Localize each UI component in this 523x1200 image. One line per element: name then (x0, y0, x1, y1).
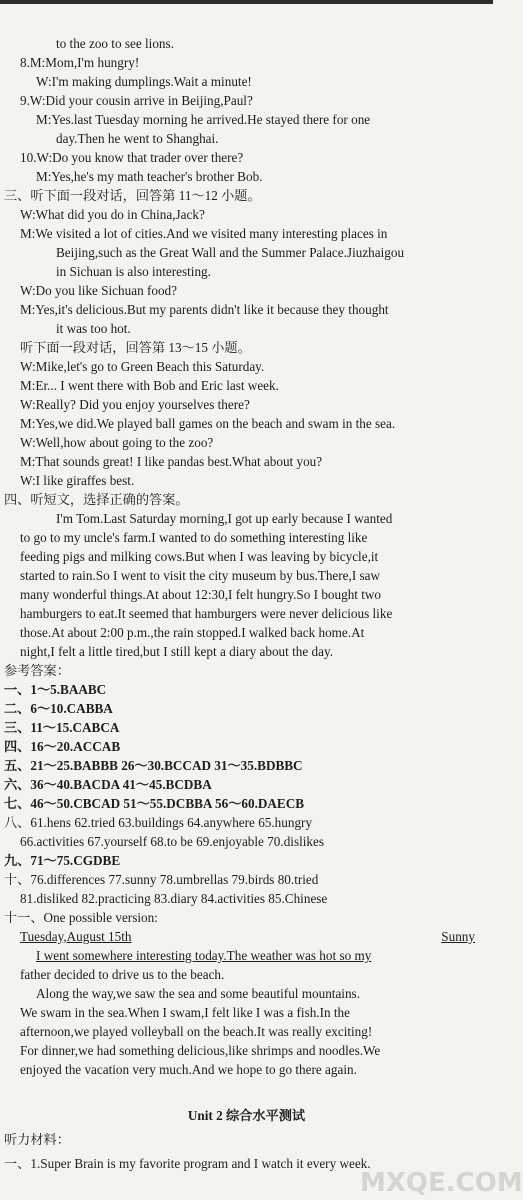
text-line: W:Do you like Sichuan food? (20, 283, 177, 298)
unit-title: Unit 2 综合水平测试 (187, 1108, 306, 1123)
section-heading: 听力材料： (4, 1132, 70, 1147)
answer-line: 四、16～20.ACCAB (4, 739, 121, 754)
text-line: W:Well,how about going to the zoo? (20, 435, 214, 450)
text-line: 9.W:Did your cousin arrive in Beijing,Paul? (20, 93, 253, 108)
text-line: to go to my uncle's farm.I wanted to do something interesting like (20, 530, 368, 545)
diary-weather: Sunny (441, 929, 475, 944)
text-line: M:Er... I went there with Bob and Eric last week. (20, 378, 279, 393)
text-line: M:We visited a lot of cities.And we visited many interesting places in (20, 226, 388, 241)
answer-line: 三、11～15.CABCA (4, 720, 120, 735)
text-line: M:Yes,we did.We played ball games on the beach and swam in the sea. (20, 416, 396, 431)
answer-line: 五、21～25.BABBB 26～30.BCCAD 31～35.BDBBC (4, 758, 303, 773)
text-line: hamburgers to eat.It seemed that hamburgers were never delicious like (20, 606, 393, 621)
text-line: M:Yes,he's my math teacher's brother Bob. (36, 169, 263, 184)
diary-date: Tuesday,August 15th (20, 929, 132, 944)
essay-line: father decided to drive us to the beach. (20, 967, 225, 982)
text-line: feeding pigs and milking cows.But when I was leaving by bicycle,it (20, 549, 379, 564)
answer-line: 一、1～5.BAABC (4, 682, 107, 697)
top-border (0, 0, 493, 4)
answer-line: 81.disliked 82.practicing 83.diary 84.activities 85.Chinese (20, 891, 328, 906)
essay-line: For dinner,we had something delicious,like shrimps and noodles.We (20, 1043, 381, 1058)
text-line: M:That sounds great! I like pandas best.What about you? (20, 454, 323, 469)
text-line: to the zoo to see lions. (56, 36, 174, 51)
text-line: W:Mike,let's go to Green Beach this Saturday. (20, 359, 265, 374)
essay-line: enjoyed the vacation very much.And we hope to go there again. (20, 1062, 357, 1077)
essay-line: afternoon,we played volleyball on the beach.It was really exciting! (20, 1024, 373, 1039)
text-line: many wonderful things.At about 12:30,I felt hungry.So I bought two (20, 587, 382, 602)
essay-line: Along the way,we saw the sea and some beautiful mountains. (36, 986, 360, 1001)
watermark: MXQE.COM (360, 1168, 523, 1198)
text-line: 10.W:Do you know that trader over there? (20, 150, 244, 165)
answer-line: 十一、One possible version: (4, 910, 158, 925)
text-line: day.Then he went to Shanghai. (56, 131, 219, 146)
text-line: M:Yes.last Tuesday morning he arrived.He stayed there for one (36, 112, 371, 127)
text-line: in Sichuan is also interesting. (56, 264, 211, 279)
text-line: started to rain.So I went to visit the city museum by bus.There,I saw (20, 568, 381, 583)
text-line: W:I like giraffes best. (20, 473, 135, 488)
essay-line: We swam in the sea.When I swam,I felt like I was a fish.In the (20, 1005, 350, 1020)
text-line: 8.M:Mom,I'm hungry! (20, 55, 140, 70)
answer-line: 六、36～40.BACDA 41～45.BCDBA (4, 777, 212, 792)
text-line: Beijing,such as the Great Wall and the Summer Palace.Jiuzhaigou (56, 245, 405, 260)
text-line: W:I'm making dumplings.Wait a minute! (36, 74, 252, 89)
answer-line: 二、6～10.CABBA (4, 701, 113, 716)
answer-line: 八、61.hens 62.tried 63.buildings 64.anywhere 65.hungry (4, 815, 313, 830)
text-line: W:Really? Did you enjoy yourselves there? (20, 397, 250, 412)
text-line: I'm Tom.Last Saturday morning,I got up early because I wanted (56, 511, 393, 526)
text-line: 一、1.Super Brain is my favorite program and I watch it every week. (4, 1156, 371, 1171)
text-line: M:Yes,it's delicious.But my parents didn't like it because they thought (20, 302, 389, 317)
essay-line: I went somewhere interesting today.The weather was hot so my (36, 948, 372, 963)
answer-line: 十、76.differences 77.sunny 78.umbrellas 79.birds 80.tried (4, 872, 319, 887)
answer-line: 七、46～50.CBCAD 51～55.DCBBA 56～60.DAECB (4, 796, 305, 811)
answers-heading: 参考答案： (4, 663, 70, 678)
answer-line: 九、71～75.CGDBE (4, 853, 121, 868)
section-heading: 听下面一段对话，回答第 13～15 小题。 (20, 340, 251, 355)
text-line: those.At about 2:00 p.m.,the rain stopped.I walked back home.At (20, 625, 365, 640)
section-heading: 三、听下面一段对话，回答第 11～12 小题。 (4, 188, 261, 203)
section-heading: 四、听短文，选择正确的答案。 (4, 492, 189, 507)
text-line: W:What did you do in China,Jack? (20, 207, 205, 222)
answer-line: 66.activities 67.yourself 68.to be 69.enjoyable 70.dislikes (20, 834, 324, 849)
text-line: it was too hot. (56, 321, 131, 336)
text-line: night,I felt a little tired,but I still kept a diary about the day. (20, 644, 333, 659)
